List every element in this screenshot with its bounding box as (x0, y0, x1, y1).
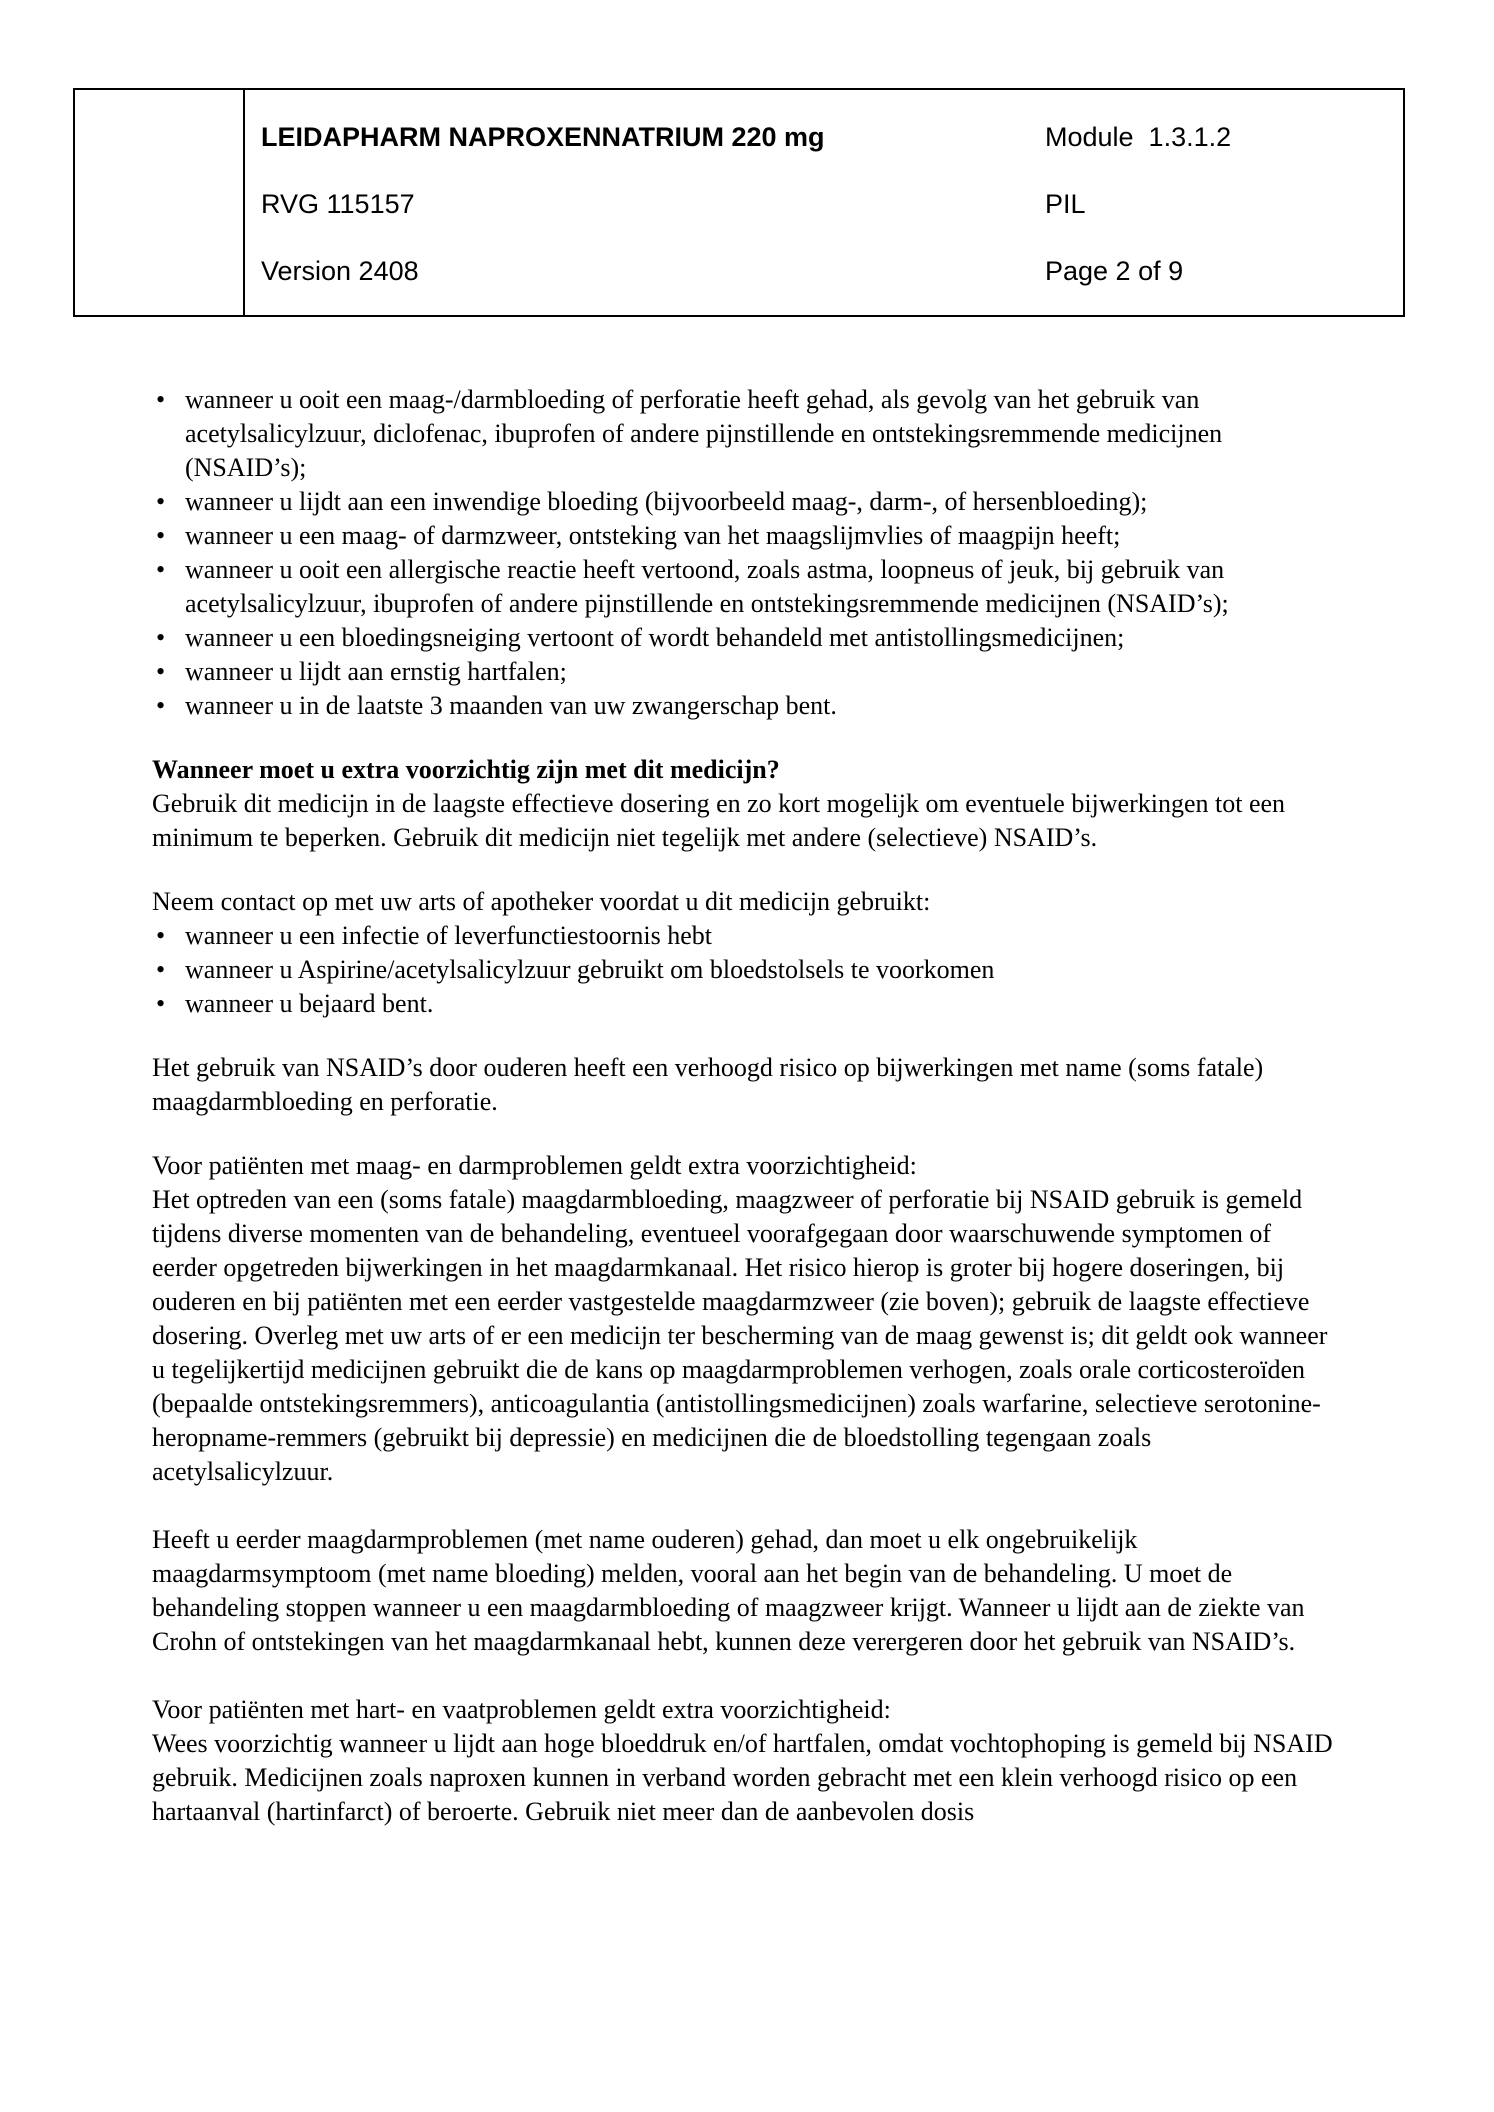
header-main-cell (245, 90, 1403, 315)
warning-list-item: • wanneer u een maag- of darmzweer, ontsteking van het maagslijmvlies of maagpijn heeft; (152, 519, 1334, 553)
header-row-version (261, 256, 1385, 286)
logo-cell (75, 90, 245, 315)
section-heading: Wanneer moet u extra voorzichtig zijn met dit medicijn? (152, 755, 780, 784)
warning-list-item: • wanneer u ooit een allergische reactie heeft vertoond, zoals astma, loopneus of jeuk, bij gebruik van acetylsalicylzuur, ibuprofen of andere pijnstillende en ontstekingsremmende medicijnen (NSAID’s); (152, 553, 1334, 621)
paragraph-elderly: Het gebruik van NSAID’s door ouderen heeft een verhoogd risico op bijwerkingen met name (soms fatale) maagdarmbloeding en perforatie. (152, 1053, 1264, 1116)
header-row-title (261, 122, 1385, 152)
warning-list-item: • wanneer u lijdt aan een inwendige bloeding (bijvoorbeeld maag-, darm-, of hersenbloeding); (152, 485, 1334, 519)
warning-list-item: • wanneer u ooit een maag-/darmbloeding of perforatie heeft gehad, als gevolg van het gebruik van acetylsalicylzuur, diclofenac, ibuprofen of andere pijnstillende en ontstekingsremmende medicijnen (NSAID’s); (152, 383, 1334, 485)
paragraph-heart-intro: Voor patiënten met hart- en vaatproblemen geldt extra voorzichtigheid: (152, 1695, 891, 1724)
doc-type: PIL (1045, 189, 1086, 219)
paragraph-heart: Wees voorzichtig wanneer u lijdt aan hoge bloeddruk en/of hartfalen, omdat vochtophoping is gemeld bij NSAID gebruik. Medicijnen zoals naproxen kunnen in verband worden gebracht met een klein verhoogd risico op een hartaanval (hartinfarct) of beroerte. Gebruik niet meer dan de aanbevolen dosis (152, 1729, 1333, 1826)
contact-list-item: • wanneer u een infectie of leverfunctiestoornis hebt (152, 919, 1334, 953)
rvg-number: RVG 115157 (261, 189, 415, 219)
warning-list-item: • wanneer u een bloedingsneiging vertoont of wordt behandeld met antistollingsmedicijnen; (152, 621, 1334, 655)
contact-bullet-list (152, 919, 1334, 1021)
document-body (0, 317, 1494, 1829)
warning-list-item: • wanneer u in de laatste 3 maanden van uw zwangerschap bent. (152, 689, 1334, 723)
paragraph-stomach-intro: Voor patiënten met maag- en darmproblemen geldt extra voorzichtigheid: (152, 1151, 917, 1180)
paragraph-contact-intro: Neem contact op met uw arts of apotheker voordat u dit medicijn gebruikt: (152, 887, 931, 916)
warning-list-item: • wanneer u lijdt aan ernstig hartfalen; (152, 655, 1334, 689)
product-title: LEIDAPHARM NAPROXENNATRIUM 220 mg (261, 122, 825, 152)
module-number: Module 1.3.1.2 (1045, 122, 1232, 152)
version-number: Version 2408 (261, 256, 419, 286)
page-number: Page 2 of 9 (1045, 256, 1184, 286)
paragraph-history: Heeft u eerder maagdarmproblemen (met name ouderen) gehad, dan moet u elk ongebruikelijk maagdarmsymptoom (met name bloeding) melden, vooral aan het begin van de behandeling. U moet de behandeling stoppen wanneer u een maagdarmbloeding of maagzweer krijgt. Wanneer u lijdt aan de ziekte van Crohn of ontstekingen van het maagdarmkanaal hebt, kunnen deze verergeren door het gebruik van NSAID’s. (152, 1525, 1305, 1656)
header-table (73, 88, 1405, 317)
warning-bullet-list (152, 383, 1334, 723)
header-row-rvg (261, 189, 1385, 219)
contact-list-item: • wanneer u bejaard bent. (152, 987, 1334, 1021)
contact-list-item: • wanneer u Aspirine/acetylsalicylzuur gebruikt om bloedstolsels te voorkomen (152, 953, 1334, 987)
paragraph-dosage: Gebruik dit medicijn in de laagste effectieve dosering en zo kort mogelijk om eventuele bijwerkingen tot een minimum te beperken. Gebruik dit medicijn niet tegelijk met andere (selectieve) NSAID’s. (152, 789, 1286, 852)
paragraph-stomach: Het optreden van een (soms fatale) maagdarmbloeding, maagzweer of perforatie bij NSAID gebruik is gemeld tijdens diverse momenten van de behandeling, eventueel voorafgegaan door waarschuwende symptomen of eerder opgetreden bijwerkingen in het maagdarmkanaal. Het risico hierop is groter bij hogere doseringen, bij ouderen en bij patiënten met een eerder vastgestelde maagdarmzweer (zie boven); gebruik de laagste effectieve dosering. Overleg met uw arts of er een medicijn ter bescherming van de maag gewenst is; dit geldt ook wanneer u tegelijkertijd medicijnen gebruikt die de kans op maagdarmproblemen verhogen, zoals orale corticosteroïden (bepaalde ontstekingsremmers), anticoagulantia (antistollingsmedicijnen) zoals warfarine, selectieve serotonine-heropname-remmers (gebruikt bij depressie) en medicijnen die de bloedstolling tegengaan zoals acetylsalicylzuur. (152, 1185, 1328, 1486)
